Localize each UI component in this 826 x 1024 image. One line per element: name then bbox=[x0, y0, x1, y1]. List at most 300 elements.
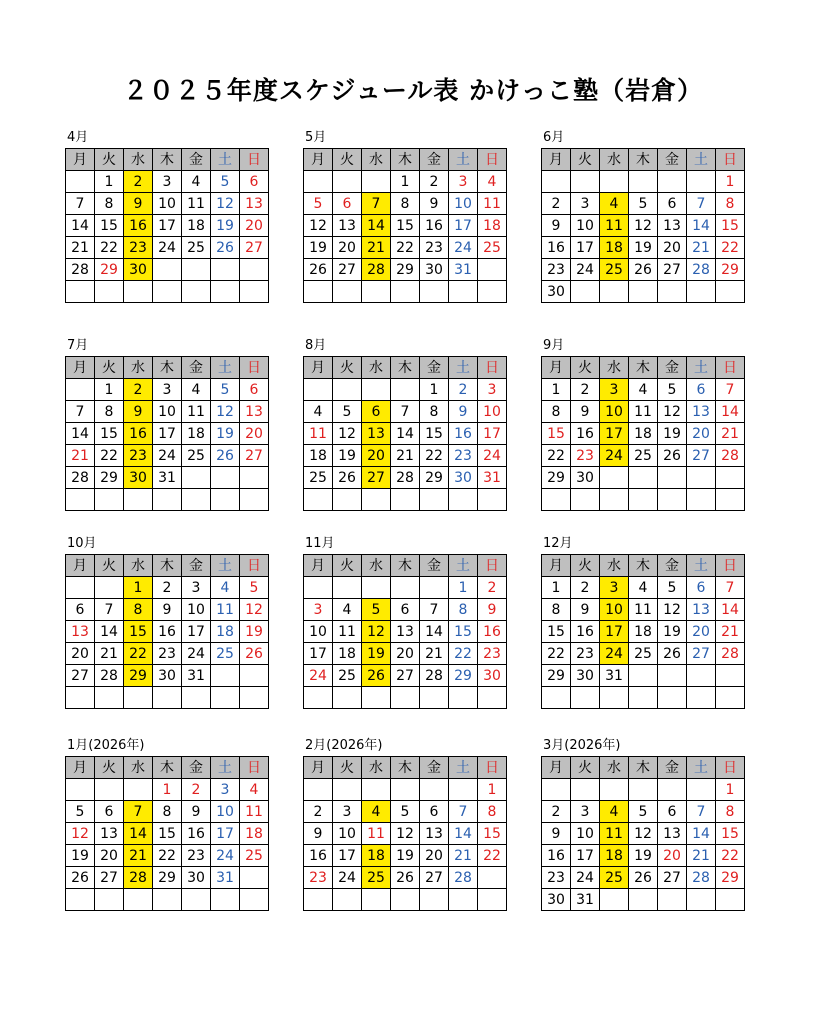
empty-cell bbox=[95, 889, 124, 911]
weekday-header: 土 bbox=[211, 555, 240, 577]
day-cell: 18 bbox=[182, 215, 211, 237]
lesson-day-cell: 4 bbox=[600, 801, 629, 823]
day-cell: 25 bbox=[629, 643, 658, 665]
day-cell: 6 bbox=[658, 193, 687, 215]
empty-cell bbox=[124, 281, 153, 303]
month-label: 5月 bbox=[305, 130, 327, 145]
day-cell: 10 bbox=[571, 215, 600, 237]
lesson-day-cell: 30 bbox=[124, 259, 153, 281]
day-cell: 12 bbox=[658, 599, 687, 621]
day-cell: 14 bbox=[95, 621, 124, 643]
day-cell: 21 bbox=[95, 643, 124, 665]
empty-cell bbox=[362, 577, 391, 599]
day-cell: 16 bbox=[542, 845, 571, 867]
day-cell: 10 bbox=[333, 823, 362, 845]
day-cell: 5 bbox=[629, 193, 658, 215]
week-row bbox=[304, 489, 507, 511]
lesson-day-cell: 22 bbox=[124, 643, 153, 665]
day-cell: 16 bbox=[182, 823, 211, 845]
day-cell: 7 bbox=[66, 401, 95, 423]
lesson-day-cell: 8 bbox=[124, 599, 153, 621]
day-cell: 25 bbox=[182, 445, 211, 467]
day-cell: 20 bbox=[658, 845, 687, 867]
day-cell: 21 bbox=[716, 423, 745, 445]
empty-cell bbox=[333, 379, 362, 401]
day-cell: 18 bbox=[304, 445, 333, 467]
day-cell: 21 bbox=[66, 237, 95, 259]
day-cell: 26 bbox=[333, 467, 362, 489]
day-cell: 27 bbox=[333, 259, 362, 281]
week-row bbox=[542, 687, 745, 709]
weekday-header: 水 bbox=[600, 357, 629, 379]
day-cell: 17 bbox=[304, 643, 333, 665]
day-cell: 19 bbox=[333, 445, 362, 467]
week-row bbox=[304, 665, 507, 687]
day-cell: 11 bbox=[304, 423, 333, 445]
week-row bbox=[542, 215, 745, 237]
day-cell: 11 bbox=[182, 193, 211, 215]
empty-cell bbox=[716, 489, 745, 511]
lesson-day-cell: 17 bbox=[600, 621, 629, 643]
day-cell: 16 bbox=[478, 621, 507, 643]
day-cell: 31 bbox=[478, 467, 507, 489]
day-cell: 17 bbox=[571, 237, 600, 259]
week-row bbox=[542, 259, 745, 281]
empty-cell bbox=[240, 665, 269, 687]
weekday-header: 水 bbox=[124, 357, 153, 379]
empty-cell bbox=[391, 379, 420, 401]
day-cell: 3 bbox=[333, 801, 362, 823]
week-row bbox=[66, 621, 269, 643]
weekday-header: 日 bbox=[478, 149, 507, 171]
week-row bbox=[304, 599, 507, 621]
day-cell: 3 bbox=[478, 379, 507, 401]
empty-cell bbox=[95, 779, 124, 801]
empty-cell bbox=[420, 779, 449, 801]
weekday-header-row bbox=[66, 757, 269, 779]
calendar-table bbox=[541, 554, 745, 709]
empty-cell bbox=[66, 281, 95, 303]
week-row bbox=[304, 423, 507, 445]
day-cell: 7 bbox=[687, 193, 716, 215]
empty-cell bbox=[716, 467, 745, 489]
weekday-header: 水 bbox=[600, 149, 629, 171]
day-cell: 11 bbox=[240, 801, 269, 823]
empty-cell bbox=[391, 779, 420, 801]
weekday-header: 土 bbox=[449, 555, 478, 577]
week-row bbox=[66, 779, 269, 801]
week-row bbox=[542, 467, 745, 489]
day-cell: 26 bbox=[240, 643, 269, 665]
day-cell: 25 bbox=[629, 445, 658, 467]
empty-cell bbox=[211, 467, 240, 489]
empty-cell bbox=[391, 889, 420, 911]
empty-cell bbox=[211, 281, 240, 303]
empty-cell bbox=[600, 467, 629, 489]
day-cell: 22 bbox=[716, 845, 745, 867]
week-row bbox=[66, 423, 269, 445]
day-cell: 30 bbox=[153, 665, 182, 687]
calendar-table bbox=[65, 756, 269, 911]
day-cell: 28 bbox=[716, 643, 745, 665]
week-row bbox=[304, 193, 507, 215]
weekday-header: 水 bbox=[124, 555, 153, 577]
calendar-table bbox=[303, 554, 507, 709]
empty-cell bbox=[449, 687, 478, 709]
empty-cell bbox=[571, 687, 600, 709]
day-cell: 19 bbox=[240, 621, 269, 643]
lesson-day-cell: 11 bbox=[600, 215, 629, 237]
day-cell: 11 bbox=[478, 193, 507, 215]
day-cell: 16 bbox=[449, 423, 478, 445]
day-cell: 1 bbox=[95, 171, 124, 193]
day-cell: 15 bbox=[478, 823, 507, 845]
empty-cell bbox=[478, 281, 507, 303]
day-cell: 16 bbox=[153, 621, 182, 643]
day-cell: 23 bbox=[571, 445, 600, 467]
day-cell: 1 bbox=[542, 379, 571, 401]
weekday-header: 火 bbox=[95, 357, 124, 379]
weekday-header: 木 bbox=[153, 149, 182, 171]
day-cell: 31 bbox=[211, 867, 240, 889]
day-cell: 8 bbox=[478, 801, 507, 823]
day-cell: 17 bbox=[211, 823, 240, 845]
day-cell: 16 bbox=[304, 845, 333, 867]
empty-cell bbox=[478, 867, 507, 889]
empty-cell bbox=[391, 489, 420, 511]
empty-cell bbox=[600, 489, 629, 511]
day-cell: 13 bbox=[66, 621, 95, 643]
day-cell: 2 bbox=[542, 193, 571, 215]
empty-cell bbox=[658, 171, 687, 193]
weekday-header-row bbox=[542, 555, 745, 577]
day-cell: 22 bbox=[95, 445, 124, 467]
day-cell: 4 bbox=[304, 401, 333, 423]
week-row bbox=[542, 577, 745, 599]
day-cell: 9 bbox=[542, 823, 571, 845]
empty-cell bbox=[333, 779, 362, 801]
weekday-header: 土 bbox=[687, 757, 716, 779]
day-cell: 29 bbox=[449, 665, 478, 687]
weekday-header: 木 bbox=[153, 357, 182, 379]
empty-cell bbox=[304, 171, 333, 193]
lesson-day-cell: 11 bbox=[600, 823, 629, 845]
weekday-header: 日 bbox=[716, 149, 745, 171]
day-cell: 22 bbox=[542, 445, 571, 467]
day-cell: 3 bbox=[304, 599, 333, 621]
day-cell: 24 bbox=[211, 845, 240, 867]
weekday-header: 金 bbox=[658, 149, 687, 171]
empty-cell bbox=[95, 577, 124, 599]
empty-cell bbox=[124, 889, 153, 911]
empty-cell bbox=[66, 171, 95, 193]
day-cell: 9 bbox=[571, 599, 600, 621]
day-cell: 25 bbox=[478, 237, 507, 259]
day-cell: 10 bbox=[571, 823, 600, 845]
empty-cell bbox=[629, 687, 658, 709]
day-cell: 15 bbox=[542, 621, 571, 643]
day-cell: 23 bbox=[478, 643, 507, 665]
lesson-day-cell: 18 bbox=[600, 237, 629, 259]
day-cell: 29 bbox=[153, 867, 182, 889]
day-cell: 30 bbox=[571, 665, 600, 687]
week-row bbox=[66, 401, 269, 423]
week-row bbox=[304, 867, 507, 889]
day-cell: 14 bbox=[420, 621, 449, 643]
week-row bbox=[66, 489, 269, 511]
day-cell: 8 bbox=[391, 193, 420, 215]
week-row bbox=[542, 845, 745, 867]
day-cell: 8 bbox=[95, 401, 124, 423]
day-cell: 4 bbox=[478, 171, 507, 193]
day-cell: 1 bbox=[478, 779, 507, 801]
day-cell: 23 bbox=[571, 643, 600, 665]
day-cell: 30 bbox=[571, 467, 600, 489]
empty-cell bbox=[658, 489, 687, 511]
week-row bbox=[542, 599, 745, 621]
day-cell: 8 bbox=[716, 193, 745, 215]
day-cell: 8 bbox=[542, 599, 571, 621]
day-cell: 28 bbox=[449, 867, 478, 889]
week-row bbox=[542, 621, 745, 643]
empty-cell bbox=[182, 889, 211, 911]
day-cell: 13 bbox=[240, 193, 269, 215]
day-cell: 27 bbox=[658, 867, 687, 889]
day-cell: 13 bbox=[391, 621, 420, 643]
week-row bbox=[542, 643, 745, 665]
day-cell: 21 bbox=[716, 621, 745, 643]
weekday-header: 月 bbox=[304, 757, 333, 779]
day-cell: 7 bbox=[391, 401, 420, 423]
weekday-header-row bbox=[304, 149, 507, 171]
weekday-header: 金 bbox=[658, 555, 687, 577]
day-cell: 17 bbox=[571, 845, 600, 867]
day-cell: 18 bbox=[629, 423, 658, 445]
day-cell: 10 bbox=[211, 801, 240, 823]
weekday-header: 月 bbox=[304, 357, 333, 379]
empty-cell bbox=[240, 867, 269, 889]
day-cell: 13 bbox=[240, 401, 269, 423]
day-cell: 5 bbox=[391, 801, 420, 823]
empty-cell bbox=[304, 779, 333, 801]
weekday-header: 火 bbox=[95, 757, 124, 779]
empty-cell bbox=[66, 379, 95, 401]
empty-cell bbox=[304, 889, 333, 911]
day-cell: 26 bbox=[629, 867, 658, 889]
day-cell: 20 bbox=[240, 215, 269, 237]
day-cell: 21 bbox=[687, 845, 716, 867]
day-cell: 14 bbox=[687, 215, 716, 237]
day-cell: 12 bbox=[629, 823, 658, 845]
weekday-header: 木 bbox=[391, 357, 420, 379]
day-cell: 9 bbox=[304, 823, 333, 845]
empty-cell bbox=[420, 889, 449, 911]
weekday-header: 水 bbox=[600, 555, 629, 577]
empty-cell bbox=[600, 281, 629, 303]
weekday-header: 日 bbox=[478, 757, 507, 779]
empty-cell bbox=[449, 281, 478, 303]
day-cell: 26 bbox=[211, 445, 240, 467]
week-row bbox=[66, 445, 269, 467]
month-label: 10月 bbox=[67, 536, 97, 551]
day-cell: 16 bbox=[420, 215, 449, 237]
day-cell: 19 bbox=[391, 845, 420, 867]
week-row bbox=[304, 445, 507, 467]
day-cell: 1 bbox=[716, 779, 745, 801]
week-row bbox=[542, 801, 745, 823]
day-cell: 20 bbox=[420, 845, 449, 867]
empty-cell bbox=[304, 687, 333, 709]
day-cell: 15 bbox=[391, 215, 420, 237]
empty-cell bbox=[658, 665, 687, 687]
empty-cell bbox=[182, 467, 211, 489]
day-cell: 20 bbox=[687, 423, 716, 445]
day-cell: 3 bbox=[449, 171, 478, 193]
lesson-day-cell: 16 bbox=[124, 423, 153, 445]
day-cell: 23 bbox=[542, 867, 571, 889]
empty-cell bbox=[153, 687, 182, 709]
month-label: 8月 bbox=[305, 338, 327, 353]
weekday-header: 火 bbox=[571, 149, 600, 171]
weekday-header: 月 bbox=[304, 149, 333, 171]
empty-cell bbox=[211, 259, 240, 281]
empty-cell bbox=[304, 379, 333, 401]
day-cell: 22 bbox=[420, 445, 449, 467]
empty-cell bbox=[362, 489, 391, 511]
day-cell: 28 bbox=[391, 467, 420, 489]
day-cell: 29 bbox=[716, 259, 745, 281]
day-cell: 31 bbox=[449, 259, 478, 281]
day-cell: 6 bbox=[687, 379, 716, 401]
weekday-header: 土 bbox=[449, 357, 478, 379]
day-cell: 21 bbox=[391, 445, 420, 467]
day-cell: 28 bbox=[66, 467, 95, 489]
week-row bbox=[304, 259, 507, 281]
day-cell: 4 bbox=[211, 577, 240, 599]
day-cell: 11 bbox=[629, 401, 658, 423]
day-cell: 30 bbox=[542, 281, 571, 303]
day-cell: 5 bbox=[333, 401, 362, 423]
weekday-header: 月 bbox=[304, 555, 333, 577]
day-cell: 27 bbox=[687, 445, 716, 467]
lesson-day-cell: 18 bbox=[362, 845, 391, 867]
week-row bbox=[304, 621, 507, 643]
weekday-header: 土 bbox=[687, 357, 716, 379]
weekday-header-row bbox=[304, 757, 507, 779]
empty-cell bbox=[95, 281, 124, 303]
empty-cell bbox=[687, 467, 716, 489]
week-row bbox=[66, 801, 269, 823]
lesson-day-cell: 24 bbox=[600, 445, 629, 467]
day-cell: 28 bbox=[66, 259, 95, 281]
day-cell: 21 bbox=[66, 445, 95, 467]
empty-cell bbox=[153, 489, 182, 511]
empty-cell bbox=[658, 467, 687, 489]
day-cell: 31 bbox=[182, 665, 211, 687]
weekday-header: 火 bbox=[571, 357, 600, 379]
empty-cell bbox=[182, 489, 211, 511]
empty-cell bbox=[542, 171, 571, 193]
day-cell: 10 bbox=[304, 621, 333, 643]
empty-cell bbox=[478, 489, 507, 511]
day-cell: 8 bbox=[153, 801, 182, 823]
week-row bbox=[304, 237, 507, 259]
day-cell: 31 bbox=[571, 889, 600, 911]
day-cell: 5 bbox=[66, 801, 95, 823]
day-cell: 2 bbox=[542, 801, 571, 823]
day-cell: 27 bbox=[240, 237, 269, 259]
day-cell: 9 bbox=[182, 801, 211, 823]
day-cell: 10 bbox=[153, 401, 182, 423]
week-row bbox=[542, 665, 745, 687]
weekday-header: 月 bbox=[542, 149, 571, 171]
week-row bbox=[304, 889, 507, 911]
empty-cell bbox=[716, 281, 745, 303]
weekday-header-row bbox=[542, 149, 745, 171]
month-label: 12月 bbox=[543, 536, 573, 551]
day-cell: 10 bbox=[182, 599, 211, 621]
day-cell: 17 bbox=[153, 215, 182, 237]
day-cell: 31 bbox=[600, 665, 629, 687]
day-cell: 11 bbox=[182, 401, 211, 423]
day-cell: 14 bbox=[66, 215, 95, 237]
empty-cell bbox=[420, 687, 449, 709]
empty-cell bbox=[478, 889, 507, 911]
empty-cell bbox=[124, 687, 153, 709]
weekday-header: 水 bbox=[362, 149, 391, 171]
empty-cell bbox=[629, 889, 658, 911]
week-row bbox=[542, 193, 745, 215]
day-cell: 25 bbox=[211, 643, 240, 665]
day-cell: 13 bbox=[95, 823, 124, 845]
day-cell: 24 bbox=[333, 867, 362, 889]
empty-cell bbox=[153, 889, 182, 911]
day-cell: 23 bbox=[420, 237, 449, 259]
week-row bbox=[66, 599, 269, 621]
day-cell: 9 bbox=[420, 193, 449, 215]
empty-cell bbox=[600, 171, 629, 193]
weekday-header: 日 bbox=[478, 555, 507, 577]
day-cell: 19 bbox=[658, 423, 687, 445]
weekday-header: 金 bbox=[420, 149, 449, 171]
day-cell: 8 bbox=[449, 599, 478, 621]
empty-cell bbox=[182, 281, 211, 303]
month-label: 4月 bbox=[67, 130, 89, 145]
weekday-header: 月 bbox=[66, 357, 95, 379]
weekday-header: 月 bbox=[542, 357, 571, 379]
day-cell: 1 bbox=[95, 379, 124, 401]
day-cell: 27 bbox=[240, 445, 269, 467]
day-cell: 1 bbox=[153, 779, 182, 801]
week-row bbox=[542, 889, 745, 911]
day-cell: 18 bbox=[629, 621, 658, 643]
day-cell: 4 bbox=[629, 577, 658, 599]
day-cell: 15 bbox=[716, 215, 745, 237]
calendar-table bbox=[65, 554, 269, 709]
week-row bbox=[66, 467, 269, 489]
weekday-header: 土 bbox=[211, 357, 240, 379]
weekday-header: 月 bbox=[542, 555, 571, 577]
day-cell: 6 bbox=[95, 801, 124, 823]
day-cell: 24 bbox=[478, 445, 507, 467]
empty-cell bbox=[362, 889, 391, 911]
day-cell: 2 bbox=[571, 577, 600, 599]
week-row bbox=[542, 823, 745, 845]
empty-cell bbox=[333, 489, 362, 511]
day-cell: 23 bbox=[304, 867, 333, 889]
empty-cell bbox=[66, 489, 95, 511]
weekday-header: 金 bbox=[420, 555, 449, 577]
